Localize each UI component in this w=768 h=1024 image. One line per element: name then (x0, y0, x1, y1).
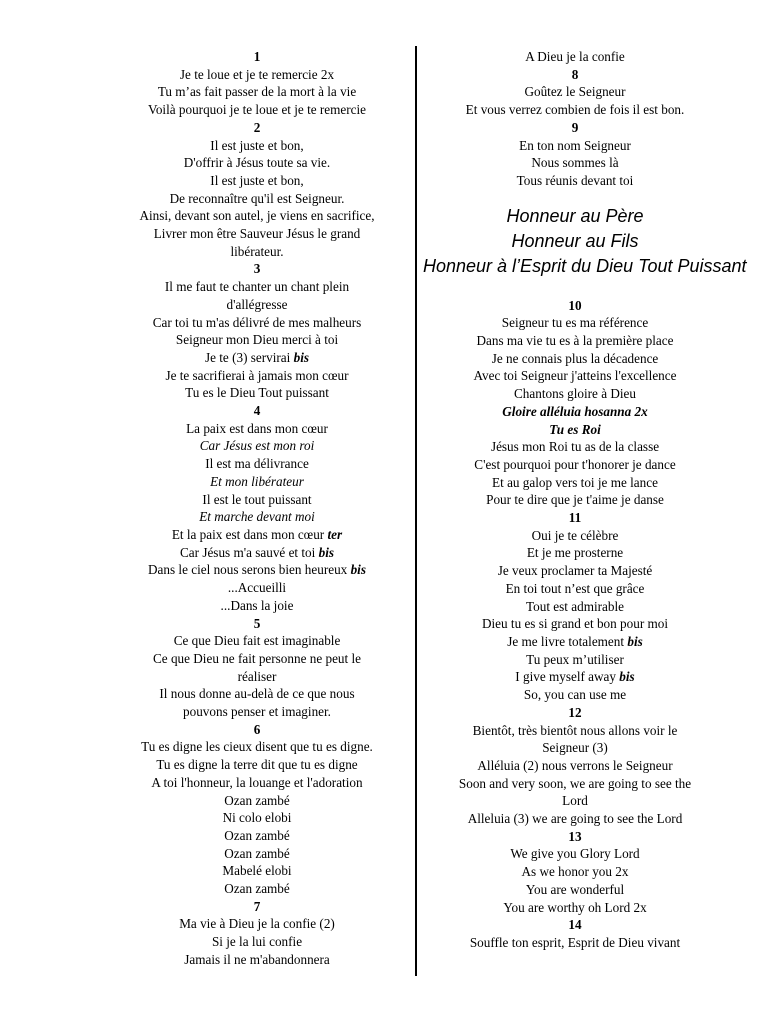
lyric-line: Alleluia (3) we are going to see the Lord (467, 811, 683, 827)
lyric-line: Car toi tu m'as délivré de mes malheurs (152, 314, 362, 330)
lyric-line: Voilà pourquoi je te loue et je te remercie (148, 102, 366, 118)
lyric-line: Tu es le Dieu Tout puissant (185, 385, 329, 401)
lyric-line: Seigneur tu es ma référence (501, 315, 649, 331)
verse-number: 12 (568, 704, 582, 720)
lyric-line: You are worthy oh Lord 2x (503, 899, 647, 915)
lyric-line: Tu es digne la terre dit que tu es digne (156, 757, 358, 773)
lyric-line: A Dieu je la confie (525, 49, 625, 64)
lyric-line (102, 349, 412, 367)
lyric-line: We give you Glory Lord (510, 846, 640, 862)
lyric-line: Et marche devant moi (199, 509, 315, 525)
lyric-line: Avec toi Seigneur j'atteins l'excellence (473, 368, 677, 384)
right-column-bottom (423, 297, 727, 952)
lyric-line: Dans ma vie tu es à la première place (476, 333, 674, 349)
lyric-line: Et mon libérateur (210, 473, 304, 489)
verse-number: 4 (253, 403, 261, 419)
lyric-line: De reconnaître qu'il est Seigneur. (169, 190, 345, 206)
lyric-line: Gloire alléluia hosanna 2x (502, 403, 648, 419)
verse-number: 5 (253, 615, 261, 631)
lyric-line: Livrer mon être Sauveur Jésus le grand (153, 226, 361, 242)
lyric-line: Oui je te célèbre (531, 527, 619, 543)
lyric-line: Si je la lui confie (211, 934, 303, 950)
lyric-line: Il est ma délivrance (205, 456, 309, 472)
lyric-line (102, 544, 412, 562)
lyric-line: Ozan zambé (224, 827, 290, 843)
lyric-line: Ni colo elobi (222, 810, 292, 826)
lyric-line (423, 633, 727, 651)
lyric-line: Tout est admirable (526, 598, 624, 614)
lyric-line: Ce que Dieu fait est imaginable (173, 633, 341, 649)
lyric-line (423, 668, 727, 686)
lyric-line: Dieu tu es si grand et bon pour moi (481, 616, 669, 632)
lyric-text: Dans le ciel nous serons bien heureux (148, 562, 348, 578)
lyric-line: Je te loue et je te remercie 2x (179, 66, 335, 82)
lyric-text: Et la paix est dans mon cœur (171, 526, 325, 542)
honneur-block (423, 204, 747, 279)
lyric-line: Lord (562, 793, 588, 809)
lyric-line: Tu es Roi (549, 421, 601, 437)
verse-number: 1 (253, 49, 261, 64)
verse-number: 3 (253, 261, 261, 277)
lyric-line: Bientôt, très bientôt nous allons voir le (472, 722, 678, 738)
honneur-line: Honneur au Fils (511, 230, 639, 251)
lyric-line: Chantons gloire à Dieu (514, 386, 636, 402)
lyric-line (102, 526, 412, 544)
lyric-text: I give myself away (515, 669, 616, 685)
lyric-line: Il est juste et bon, (210, 172, 304, 188)
lyric-line: D'offrir à Jésus toute sa vie. (183, 155, 331, 171)
lyric-line: A toi l'honneur, la louange et l'adoration (151, 774, 363, 790)
lyric-text: Je me livre totalement (507, 633, 625, 649)
lyric-line: Il est juste et bon, (210, 137, 304, 153)
lyric-line: So, you can use me (523, 687, 627, 703)
column-divider (415, 46, 417, 976)
verse-number: 11 (568, 510, 582, 526)
lyric-line: Ce que Dieu ne fait personne ne peut le (153, 650, 361, 666)
lyric-line: Il nous donne au-delà de ce que nous (159, 686, 355, 702)
lyric-line: As we honor you 2x (521, 864, 629, 880)
verse-number: 13 (568, 828, 582, 844)
lyric-line: Ozan zambé (224, 881, 290, 897)
lyric-line: réaliser (237, 668, 277, 684)
lyric-line: Pour te dire que je t'aime je danse (486, 492, 664, 508)
lyric-text: Car Jésus m'a sauvé et toi (179, 544, 316, 560)
lyric-line: libérateur. (230, 243, 284, 259)
right-column (423, 48, 747, 952)
verse-number: 7 (253, 898, 261, 914)
lyric-line: pouvons penser et imaginer. (183, 704, 331, 720)
lyric-line: Goûtez le Seigneur (524, 84, 626, 100)
lyric-line: Il me faut te chanter un chant plein (164, 279, 350, 295)
lyric-line: Tu es digne les cieux disent que tu es digne. (141, 739, 373, 755)
lyric-line: Et au galop vers toi je me lance (492, 474, 658, 490)
lyric-line: Seigneur mon Dieu merci à toi (175, 332, 339, 348)
lyric-line: Nous sommes là (531, 155, 619, 171)
lyric-line (102, 561, 412, 579)
lyric-line: Alléluia (2) nous verrons le Seigneur (477, 757, 673, 773)
lyric-line: Et vous verrez combien de fois il est bon. (465, 102, 685, 118)
repeat-tag: bis (627, 633, 643, 649)
lyric-text: Je te (3) servirai (204, 349, 291, 365)
verse-number: 2 (253, 119, 261, 135)
lyric-line: La paix est dans mon cœur (186, 420, 328, 436)
lyric-line: ...Accueilli (227, 580, 287, 596)
lyric-line: Souffle ton esprit, Esprit de Dieu vivant (469, 934, 681, 950)
lyric-line: Ozan zambé (224, 845, 290, 861)
lyric-line: Et je me prosterne (526, 545, 624, 561)
lyric-line: En toi tout n’est que grâce (505, 580, 645, 596)
honneur-line: Honneur à l’Esprit du Dieu Tout Puissant (423, 255, 747, 276)
verse-number: 14 (568, 917, 582, 933)
lyric-line: Tous réunis devant toi (516, 172, 634, 188)
verse-number: 9 (571, 119, 579, 135)
lyric-line: Je te sacrifierai à jamais mon cœur (165, 367, 349, 383)
verse-number: 10 (568, 297, 582, 313)
repeat-tag: bis (619, 669, 635, 685)
lyric-line: ...Dans la joie (220, 597, 294, 613)
lyric-line: Je veux proclamer ta Majesté (497, 563, 653, 579)
repeat-tag: bis (318, 544, 334, 560)
verse-number: 6 (253, 721, 261, 737)
lyric-line: C'est pourquoi pour t'honorer je dance (474, 456, 676, 472)
lyric-line: You are wonderful (525, 881, 625, 897)
lyric-line: Ainsi, devant son autel, je viens en sacrifice, (139, 208, 375, 224)
lyric-line: d'allégresse (226, 296, 288, 312)
lyric-line: Je ne connais plus la décadence (491, 350, 659, 366)
honneur-line: Honneur au Père (506, 205, 644, 226)
repeat-tag: bis (293, 349, 309, 365)
right-column-top (423, 48, 727, 190)
lyric-line: Soon and very soon, we are going to see the (458, 775, 692, 791)
lyric-line: Ma vie à Dieu je la confie (2) (179, 916, 335, 932)
lyric-line: En ton nom Seigneur (519, 137, 631, 153)
repeat-tag: ter (327, 526, 343, 542)
lyric-line: Seigneur (3) (542, 740, 608, 756)
lyric-line: Jamais il ne m'abandonnera (184, 951, 330, 967)
lyric-line: Tu m’as fait passer de la mort à la vie (157, 84, 357, 100)
lyric-line: Car Jésus est mon roi (199, 438, 315, 454)
lyric-line: Jésus mon Roi tu as de la classe (490, 439, 660, 455)
lyric-line: Ozan zambé (224, 792, 290, 808)
lyric-line: Il est le tout puissant (202, 491, 312, 507)
lyric-line: Mabelé elobi (222, 863, 292, 879)
left-column (102, 48, 412, 969)
lyric-line: Tu peux m’utiliser (526, 651, 624, 667)
repeat-tag: bis (350, 562, 366, 578)
verse-number: 8 (571, 66, 579, 82)
